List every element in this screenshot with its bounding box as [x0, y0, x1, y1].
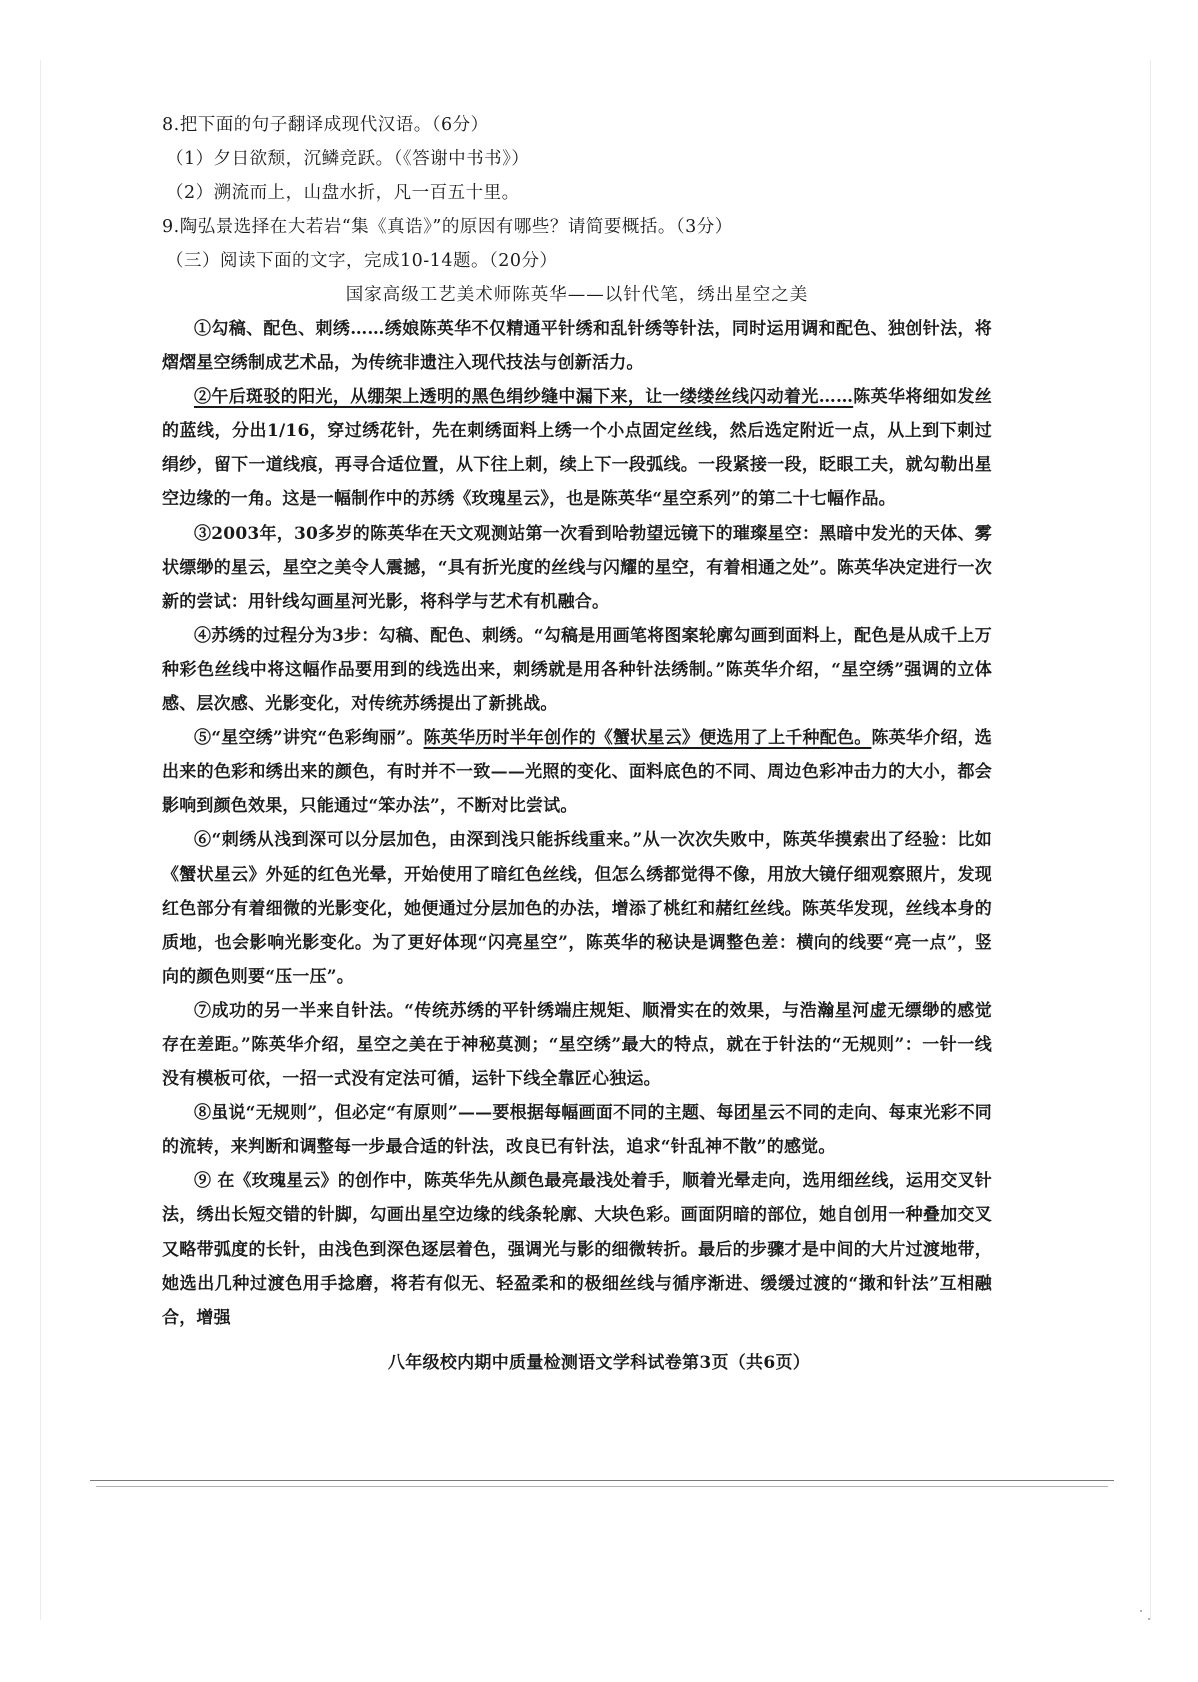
section-3-heading: （三）阅读下面的文字，完成10-14题。（20分）: [166, 251, 558, 271]
paragraph-text: 陈英华将细如发丝的蓝线，分出1/16，穿过绣花针，先在刺绣面料上绣一个小点固定丝线，然后选定附近一点，从上到下刺过绢纱，留下一道线痕，再寻合适位置，从下往上刺，续上下一段弧线。一段紧接一段，眨眼工夫，就勾勒出星空边缘的一角。这是一幅制作中的苏绣《玫瑰星云》，也是陈英华“星空系列”的第二十七幅作品。: [162, 387, 992, 510]
article-paragraph-3: ③2003年，30多岁的陈英华在天文观测站第一次看到哈勃望远镜下的璀璨星空：黑暗中发光的天体、雾状缥缈的星云，星空之美令人震撼，“具有折光度的丝线与闪耀的星空，有着相通之处”。陈英华决定进行一次新的尝试：用针线勾画星河光影，将科学与艺术有机融合。: [162, 523, 992, 612]
question-8-part-2: （2）溯流而上，山盘水折，凡一百五十里。: [166, 183, 520, 203]
paragraph-text: 陈英华介绍，选出来的色彩和绣出来的颜色，有时并不一致——光照的变化、面料底色的不同、周边色彩冲击力的大小，都会影响到颜色效果，只能通过“笨办法”，不断对比尝试。: [162, 728, 992, 817]
underlined-sentence: 陈英华历时半年创作的《蟹状星云》便选用了上千种配色。: [423, 728, 872, 749]
scan-edge: [1150, 60, 1151, 1620]
page-footer: 八年级校内期中质量检测语文学科试卷第3页（共6页）: [387, 1353, 811, 1373]
article-paragraph-1: ①勾稿、配色、刺绣……绣娘陈英华不仅精通平针绣和乱针绣等针法，同时运用调和配色、独创针法，将熠熠星空绣制成艺术品，为传统非遗注入现代技法与创新活力。: [162, 319, 992, 374]
scan-speck: [1148, 1618, 1150, 1620]
divider-line: [90, 1480, 1114, 1481]
scan-edge: [40, 60, 41, 1620]
article-paragraph-9: ⑨ 在《玫瑰星云》的创作中，陈英华先从颜色最亮最浅处着手，顺着光晕走向，选用细丝线，运用交叉针法，绣出长短交错的针脚，勾画出星空边缘的线条轮廓、大块色彩。画面阴暗的部位，她自创用一种叠加交叉又略带弧度的长针，由浅色到深色逐层着色，强调光与影的细微转折。最后的步骤才是中间的大片过渡地带，她选出几种过渡色用手捻磨，将若有似无、轻盈柔和的极细丝线与循序渐进、缓缓过渡的“撖和针法”互相融合，增强: [162, 1171, 992, 1328]
article-paragraph-2: [162, 380, 992, 516]
underlined-sentence: ②午后斑驳的阳光，从绷架上透明的黑色绢纱缝中漏下来，让一缕缕丝线闪动着光……: [194, 387, 854, 408]
question-8: 8.把下面的句子翻译成现代汉语。（6分）: [162, 115, 489, 135]
divider-line: [96, 1486, 1108, 1487]
article-paragraph-6: ⑥“刺绣从浅到深可以分层加色，由深到浅只能拆线重来。”从一次次失败中，陈英华摸索出了经验：比如《蟹状星云》外延的红色光晕，开始使用了暗红色丝线，但怎么绣都觉得不像，用放大镜仔细观察照片，发现红色部分有着细微的光影变化，她便通过分层加色的办法，增添了桃红和赭红丝线。陈英华发现，丝线本身的质地，也会影响光影变化。为了更好体现“闪亮星空”，陈英华的秘诀是调整色差：横向的线要“亮一点”，竖向的颜色则要“压一压”。: [162, 830, 992, 987]
article-paragraph-7: ⑦成功的另一半来自针法。“传统苏绣的平针绣端庄规矩、顺滑实在的效果，与浩瀚星河虚无缥缈的感觉存在差距。”陈英华介绍，星空之美在于神秘莫测；“星空绣”最大的特点，就在于针法的“无规则”：一针一线没有模板可依，一招一式没有定法可循，运针下线全靠匠心独运。: [162, 1000, 992, 1090]
page-content: [162, 108, 992, 1335]
question-8-part-1: （1）夕日欲颓，沉鳞竞跃。（《答谢中书书》）: [166, 149, 530, 169]
scan-speck: [1140, 1610, 1142, 1612]
article-paragraph-5: [162, 721, 992, 823]
paragraph-text: ⑤“星空绣”讲究“色彩绚丽”。: [194, 728, 424, 749]
article-paragraph-4: ④苏绣的过程分为3步：勾稿、配色、刺绣。“勾稿是用画笔将图案轮廓勾画到面料上，配色是从成千上万种彩色丝线中将这幅作品要用到的线选出来，刺绣就是用各种针法绣制。”陈英华介绍，“星空绣”强调的立体感、层次感、光影变化，对传统苏绣提出了新挑战。: [162, 625, 992, 715]
article-title: 国家高级工艺美术师陈英华——以针代笔，绣出星空之美: [345, 285, 809, 305]
question-9: 9.陶弘景选择在大若岩“集《真诰》”的原因有哪些？请简要概括。（3分）: [162, 217, 733, 237]
article-paragraph-8: ⑧虽说“无规则”，但必定“有原则”——要根据每幅画面不同的主题、每团星云不同的走向、每束光彩不同的流转，来判断和调整每一步最合适的针法，改良已有针法，追求“针乱神不散”的感觉。: [162, 1103, 992, 1158]
